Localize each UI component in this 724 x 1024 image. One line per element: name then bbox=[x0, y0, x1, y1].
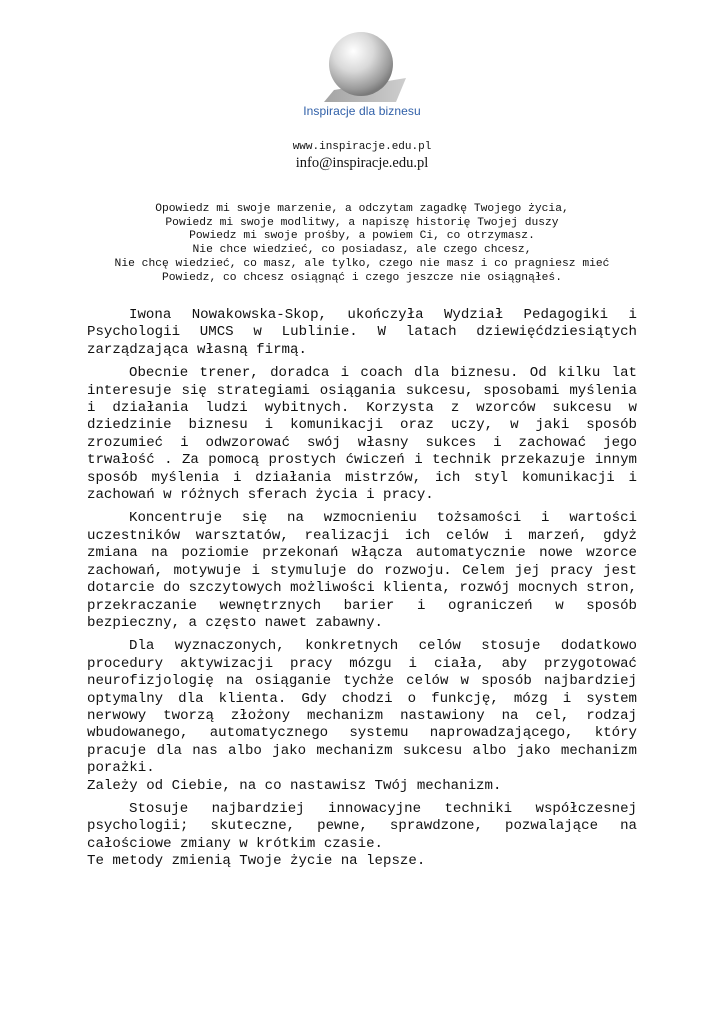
paragraph: Zależy od Ciebie, na co nastawisz Twój mechanizm. bbox=[87, 777, 502, 794]
brand-name: Inspiracje dla biznesu bbox=[303, 104, 421, 118]
email-link[interactable]: info@inspiracje.edu.pl bbox=[295, 155, 429, 171]
poem-line: Powiedz mi swoje modlitwy, a napiszę historię Twojej duszy bbox=[165, 216, 559, 229]
paragraph: Koncentruje się na wzmocnieniu tożsamości i wartości uczestników warsztatów, realizacji ich celów i marzeń, gdyż zmiana na poziomie przekonań włącza automatycznie nowe wzorce zachowań, motywuje i stymuluje do rozwoju. Celem jej pracy jest dotarcie do szczytowych możliwości klienta, rozwój mocnych stron, przekraczanie wewnętrznych barier i ograniczeń w sposób bezpieczny, a często nawet zabawny. bbox=[87, 510, 637, 631]
poem-line: Nie chce wiedzieć, co posiadasz, ale czego chcesz, bbox=[192, 244, 532, 257]
paragraph: Dla wyznaczonych, konkretnych celów stosuje dodatkowo procedury aktywizacji pracy mózgu i ciała, aby przygotować neurofizjologię na osiąganie tychże celów w sposób najbardziej optymalny dla klienta. Gdy chodzi o funkcję, mózg i system nerwowy tworzą złożony mechanizm nastawiony na cel, rodzaj wbudowanego, automatycznego systemu naprowadzającego, który pracuje dla nas albo jako mechanizm sukcesu albo jako mechanizm porażki. bbox=[87, 638, 637, 777]
poem-line: Nie chcę wiedzieć, co masz, ale tylko, czego nie masz i co pragniesz mieć bbox=[114, 257, 610, 270]
poem-line: Powiedz, co chcesz osiągnąć i czego jeszcze nie osiągnąłeś. bbox=[162, 271, 562, 284]
website-link[interactable]: www.inspiracje.edu.pl bbox=[292, 141, 432, 153]
poem-line: Opowiedz mi swoje marzenie, a odczytam zagadkę Twojego życia, bbox=[155, 203, 569, 215]
paragraph: Obecnie trener, doradca i coach dla biznesu. Od kilku lat interesuje się strategiami osiągania sukcesu, sposobami myślenia i działania ludzi wybitnych. Korzysta z wzorców sukcesu w dziedzinie biznesu i komunikacji oraz uczy, w jaki sposób zrozumieć i odwzorować swój własny sukces i zachować jego trwałość . Za pomocą prostych ćwiczeń i technik przekazuje innym sposób myślenia i działania mistrzów, ich styl komunikacji i zachowań w różnych sferach życia i pracy. bbox=[87, 365, 637, 504]
bio-text bbox=[87, 307, 637, 877]
poem-line: Powiedz mi swoje prośby, a powiem Ci, co otrzymasz. bbox=[189, 230, 535, 243]
paragraph: Stosuje najbardziej innowacyjne techniki współczesnej psychologii; skuteczne, pewne, sprawdzone, pozwalające na całościowe zmiany w krótkim czasie. bbox=[87, 800, 637, 852]
motto-poem bbox=[0, 203, 724, 285]
paragraph: Te metody zmienią Twoje życie na lepsze. bbox=[87, 853, 426, 870]
paragraph: Iwona Nowakowska-Skop, ukończyła Wydział Pedagogiki i Psychologii UMCS w Lublinie. W latach dziewięćdziesiątych zarządzająca własną firmą. bbox=[87, 307, 637, 358]
